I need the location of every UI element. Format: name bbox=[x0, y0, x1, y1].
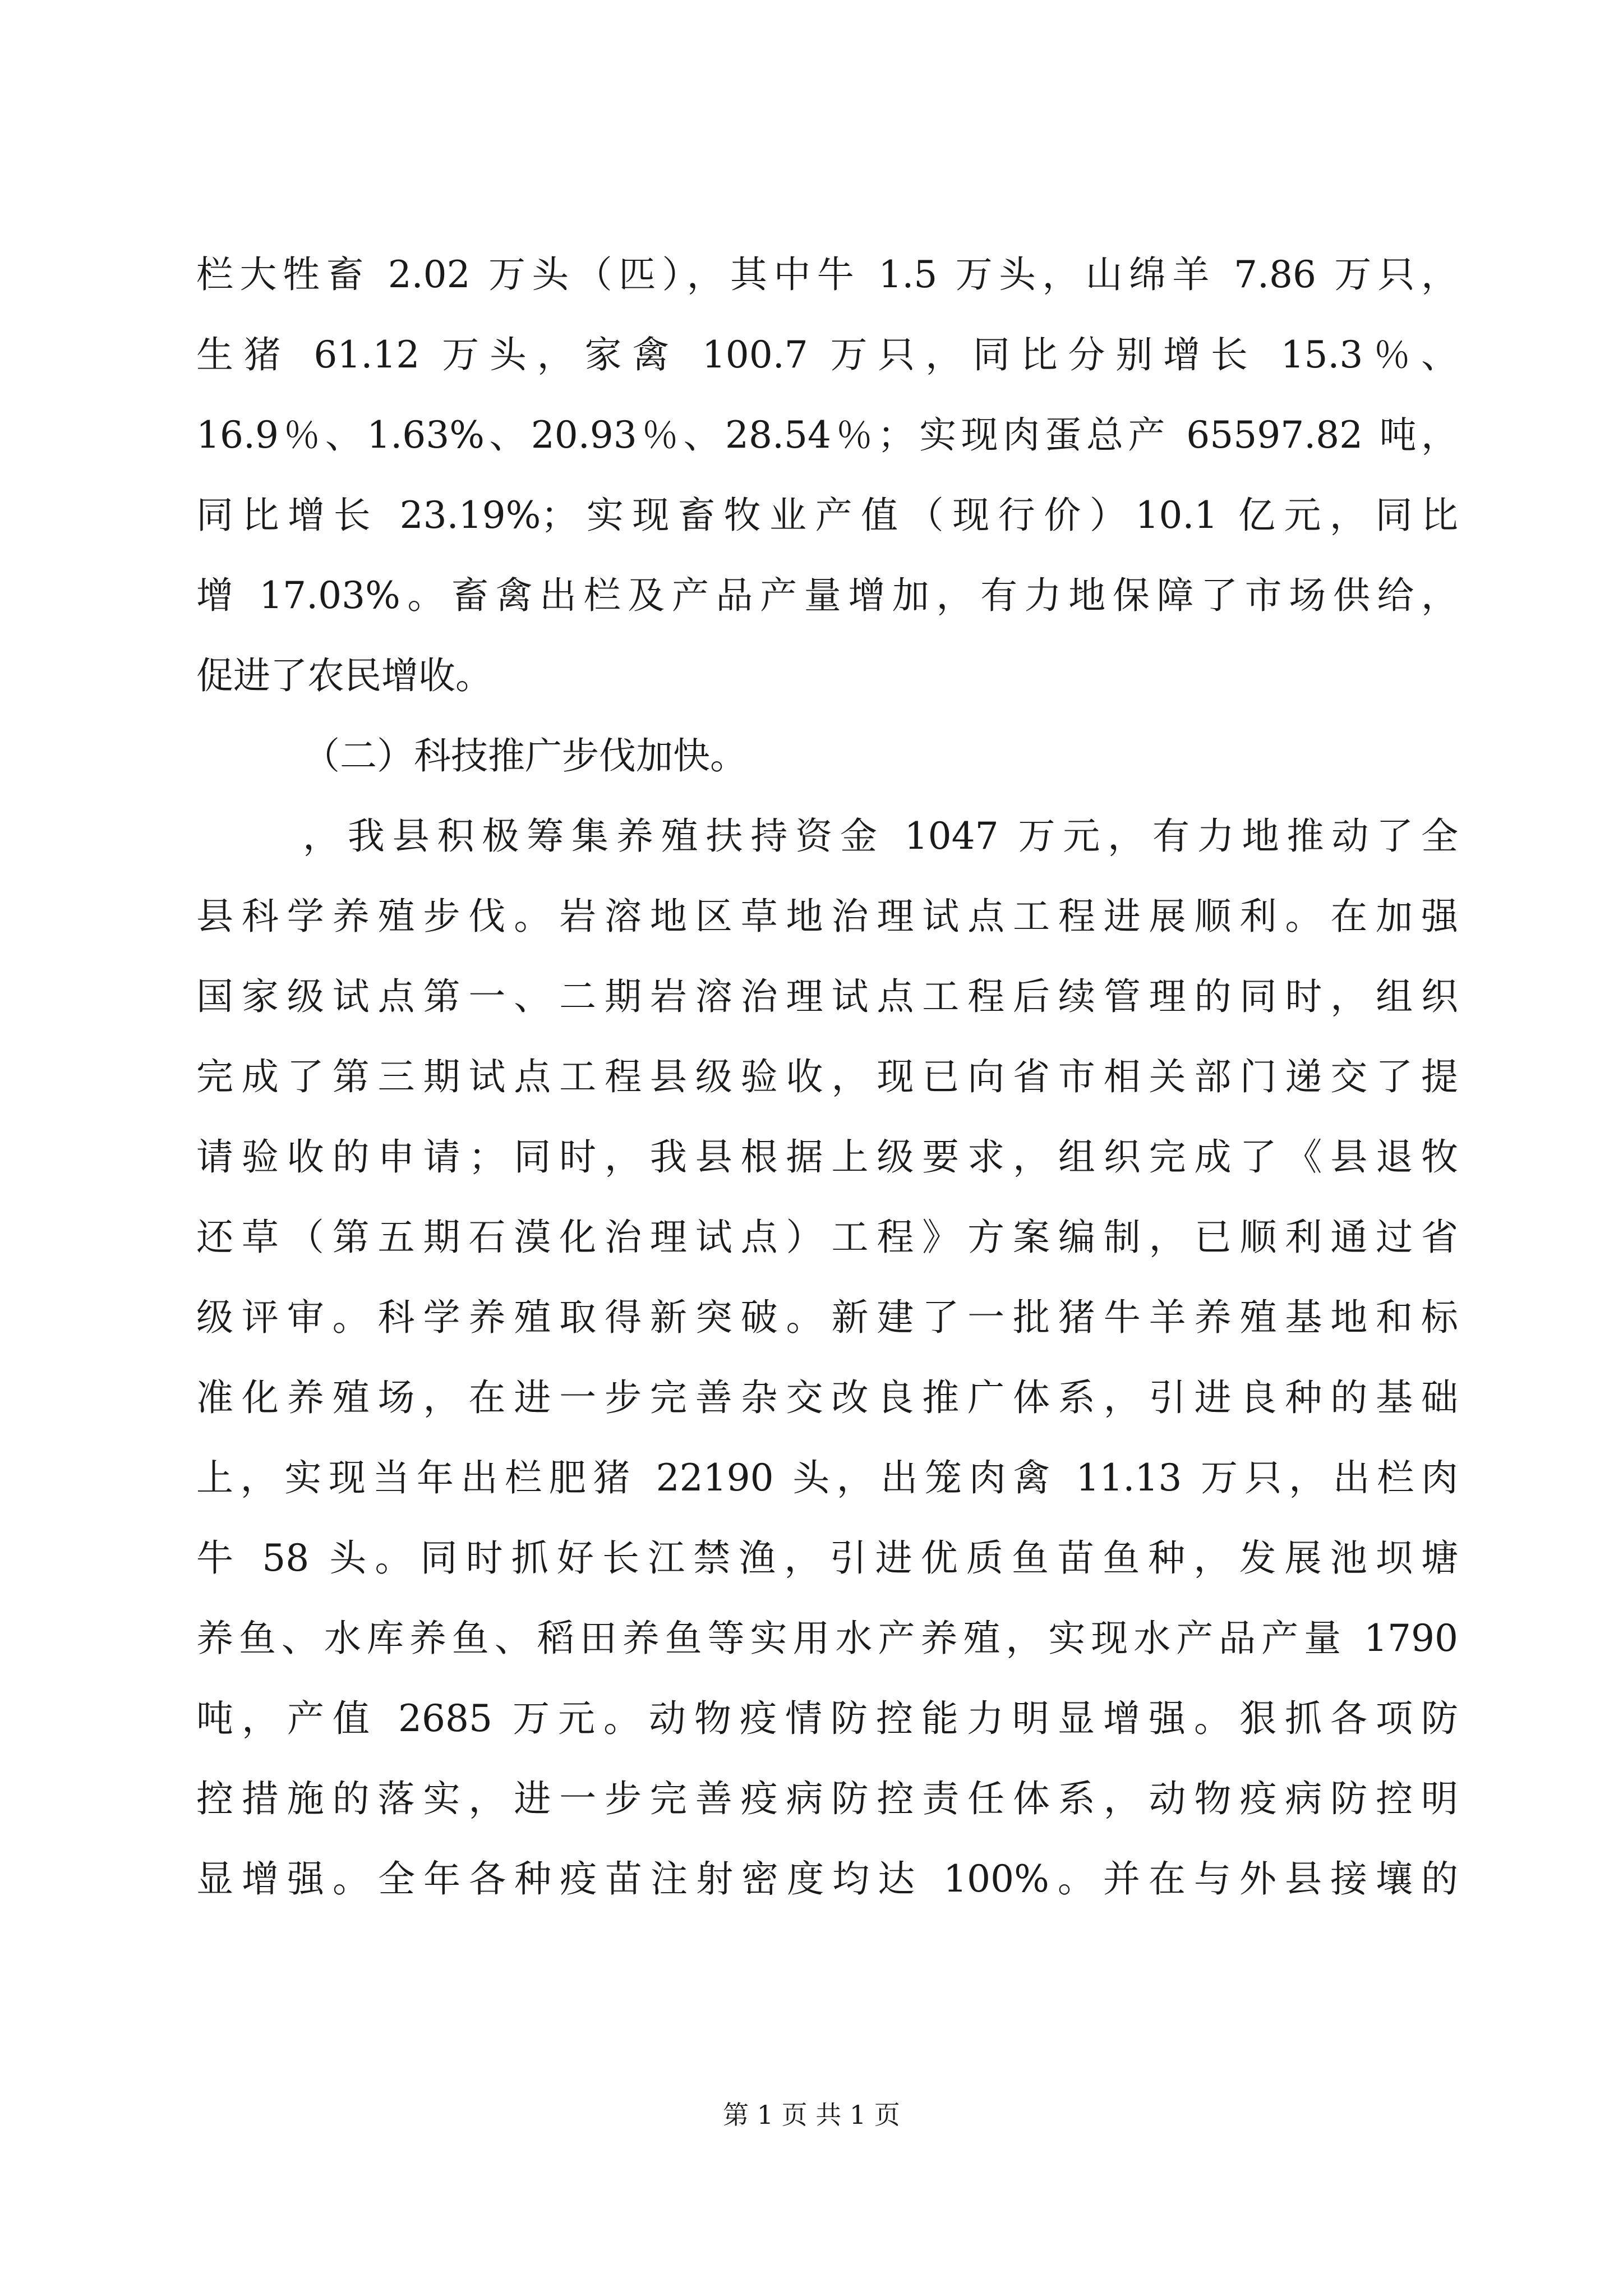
page-footer bbox=[0, 2092, 1623, 2137]
text-line: 养鱼、水库养鱼、稻田养鱼等实用水产养殖，实现水产品产量 1790 bbox=[196, 1617, 1458, 1660]
paragraph-tech-promotion bbox=[196, 796, 1458, 1919]
section-heading bbox=[196, 716, 1458, 796]
text-line: 16.9％、1.63%、20.93％、28.54％；实现肉蛋总产 65597.82 吨， bbox=[196, 413, 1458, 457]
text-line: 请验收的申请；同时，我县根据上级要求，组织完成了《县退牧 bbox=[196, 1135, 1458, 1179]
text-line: 显增强。全年各种疫苗注射密度均达 100%。并在与外县接壤的 bbox=[196, 1857, 1458, 1901]
text-line: 级评审。科学养殖取得新突破。新建了一批猪牛羊养殖基地和标 bbox=[196, 1296, 1458, 1339]
text-line: 国家级试点第一、二期岩溶治理试点工程后续管理的同时，组织 bbox=[196, 975, 1458, 1018]
text-line: 牛 58 头。同时抓好长江禁渔，引进优质鱼苗鱼种，发展池坝塘 bbox=[196, 1536, 1458, 1580]
text-line: 上，实现当年出栏肥猪 22190 头，出笼肉禽 11.13 万只，出栏肉 bbox=[196, 1456, 1458, 1499]
text-line: 控措施的落实，进一步完善疫病防控责任体系，动物疫病防控明 bbox=[196, 1777, 1458, 1820]
text-line: 准化养殖场，在进一步完善杂交改良推广体系，引进良种的基础 bbox=[196, 1376, 1458, 1419]
text-line: 促进了农民增收。 bbox=[196, 654, 492, 697]
paragraph-livestock-output bbox=[196, 234, 1458, 716]
page-number-label: 第 1 页 共 1 页 bbox=[723, 2100, 900, 2130]
document-body bbox=[196, 234, 1458, 1919]
text-line: 增 17.03%。畜禽出栏及产品产量增加，有力地保障了市场供给， bbox=[196, 574, 1458, 617]
text-line: 生猪 61.12 万头，家禽 100.7 万只，同比分别增长 15.3％、 bbox=[196, 333, 1458, 376]
text-line: 栏大牲畜 2.02 万头（匹），其中牛 1.5 万头，山绵羊 7.86 万只， bbox=[196, 253, 1458, 296]
text-line: 完成了第三期试点工程县级验收，现已向省市相关部门递交了提 bbox=[196, 1055, 1458, 1098]
section-heading-text: （二）科技推广步伐加快。 bbox=[303, 734, 747, 777]
text-line: 同比增长 23.19%；实现畜牧业产值（现行价）10.1 亿元，同比 bbox=[196, 494, 1458, 537]
text-line: ，我县积极筹集养殖扶持资金 1047 万元，有力地推动了全 bbox=[303, 815, 1458, 858]
text-line: 县科学养殖步伐。岩溶地区草地治理试点工程进展顺利。在加强 bbox=[196, 895, 1458, 938]
text-line: 还草（第五期石漠化治理试点）工程》方案编制，已顺利通过省 bbox=[196, 1216, 1458, 1259]
text-line: 吨，产值 2685 万元。动物疫情防控能力明显增强。狠抓各项防 bbox=[196, 1697, 1458, 1740]
